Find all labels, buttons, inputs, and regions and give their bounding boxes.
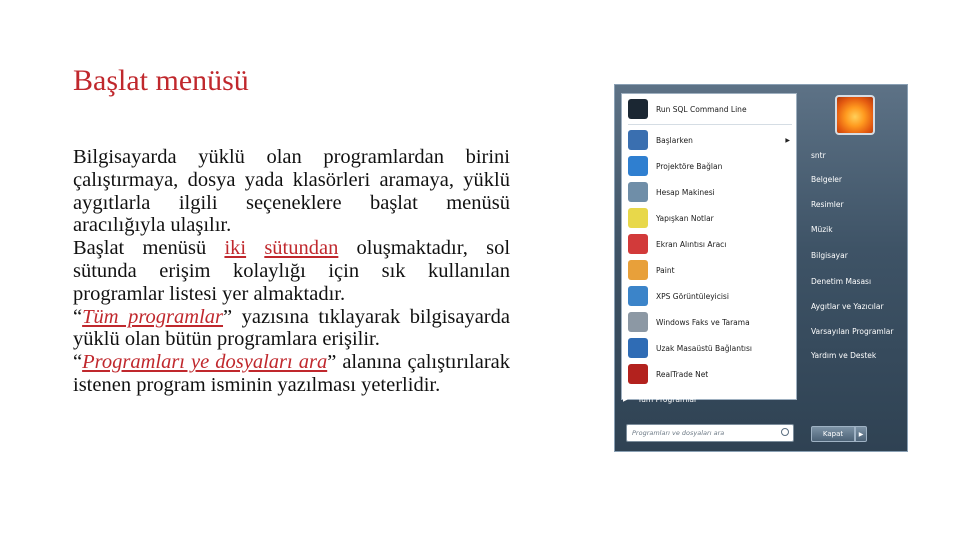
start-menu [614, 84, 908, 452]
search-input[interactable] [626, 424, 794, 442]
program-item[interactable]: Başlarken ▶ [624, 127, 794, 153]
program-item[interactable]: Yapışkan Notlar [624, 205, 794, 231]
paint-icon [628, 260, 648, 280]
program-item[interactable]: Ekran Alıntısı Aracı [624, 231, 794, 257]
slide-body [73, 146, 510, 397]
chevron-right-icon: ▶ [785, 136, 790, 144]
paragraph-2 [73, 237, 510, 305]
link-search-programs[interactable]: Programları ye dosyaları ara [82, 351, 328, 374]
right-item-user[interactable]: sntr [811, 151, 826, 160]
paragraph-2-start: Başlat menüsü [73, 237, 225, 260]
fax-scan-icon [628, 312, 648, 332]
right-item-help-support[interactable]: Yardım ve Destek [811, 351, 877, 360]
right-item-computer[interactable]: Bilgisayar [811, 251, 848, 260]
start-menu-programs-pane [621, 93, 797, 400]
link-tum-programlar[interactable]: Tüm programlar [82, 305, 224, 328]
right-item-pictures[interactable]: Resimler [811, 200, 844, 209]
getting-started-icon [628, 130, 648, 150]
search-placeholder: Programları ve dosyaları ara [632, 429, 725, 437]
calculator-icon [628, 182, 648, 202]
sql-icon [628, 99, 648, 119]
shutdown-button[interactable]: Kapat [811, 426, 855, 442]
remote-desktop-icon [628, 338, 648, 358]
paragraph-2-end: oluşmaktadır, sol sütunda erişim kolaylığı için sık kullanılan programlar listesi yer almaktadır. [73, 237, 511, 305]
paragraph-3-end: ” yazısına tıklayarak bilgisayarda yüklü olan bütün programlara erişilir. [73, 305, 510, 351]
all-programs-label: Tüm Programlar [637, 395, 698, 404]
right-item-default-programs[interactable]: Varsayılan Programlar [811, 327, 894, 336]
sticky-notes-icon [628, 208, 648, 228]
right-item-control-panel[interactable]: Denetim Masası [811, 277, 872, 286]
program-item[interactable]: Paint [624, 257, 794, 283]
xps-viewer-icon [628, 286, 648, 306]
paragraph-3-quote: “ [73, 305, 83, 328]
right-item-music[interactable]: Müzik [811, 225, 833, 234]
chevron-right-icon: ▶ [623, 396, 628, 403]
realtrade-icon [628, 364, 648, 384]
paragraph-2-space [246, 237, 264, 259]
all-programs-button[interactable] [623, 395, 697, 404]
program-item[interactable]: Run SQL Command Line [624, 96, 794, 122]
right-item-documents[interactable]: Belgeler [811, 175, 842, 184]
program-item[interactable]: Windows Faks ve Tarama [624, 309, 794, 335]
program-item[interactable]: RealTrade Net [624, 361, 794, 387]
paragraph-4-quote: “ [73, 351, 83, 374]
shutdown-options-button[interactable] [855, 426, 867, 442]
divider [628, 124, 792, 125]
chevron-right-icon: ▶ [858, 430, 864, 438]
program-item[interactable]: Projektöre Bağlan [624, 153, 794, 179]
program-item[interactable]: XPS Görüntüleyicisi [624, 283, 794, 309]
program-item[interactable]: Uzak Masaüstü Bağlantısı [624, 335, 794, 361]
projector-icon [628, 156, 648, 176]
paragraph-1: Bilgisayarda yüklü olan programlardan birini çalıştırmaya, dosya yada klasörleri aramaya, yüklü aygıtlarla ilgili seçeneklere başlat menüsü aracılığıyla ulaşılır. [73, 146, 510, 237]
paragraph-4-end: ” alanına çalıştırılarak istenen program isminin yazılması yeterlidir. [73, 351, 510, 396]
snipping-tool-icon [628, 234, 648, 254]
link-iki[interactable]: iki [224, 237, 247, 260]
search-icon [781, 428, 789, 436]
paragraph-4 [73, 351, 510, 397]
program-item[interactable]: Hesap Makinesi [624, 179, 794, 205]
link-sutundan[interactable]: sütundan [264, 237, 339, 260]
slide-title: Başlat menüsü [73, 64, 249, 97]
right-item-devices-printers[interactable]: Aygıtlar ve Yazıcılar [811, 302, 884, 311]
user-avatar[interactable] [835, 95, 875, 135]
paragraph-3 [73, 306, 510, 352]
